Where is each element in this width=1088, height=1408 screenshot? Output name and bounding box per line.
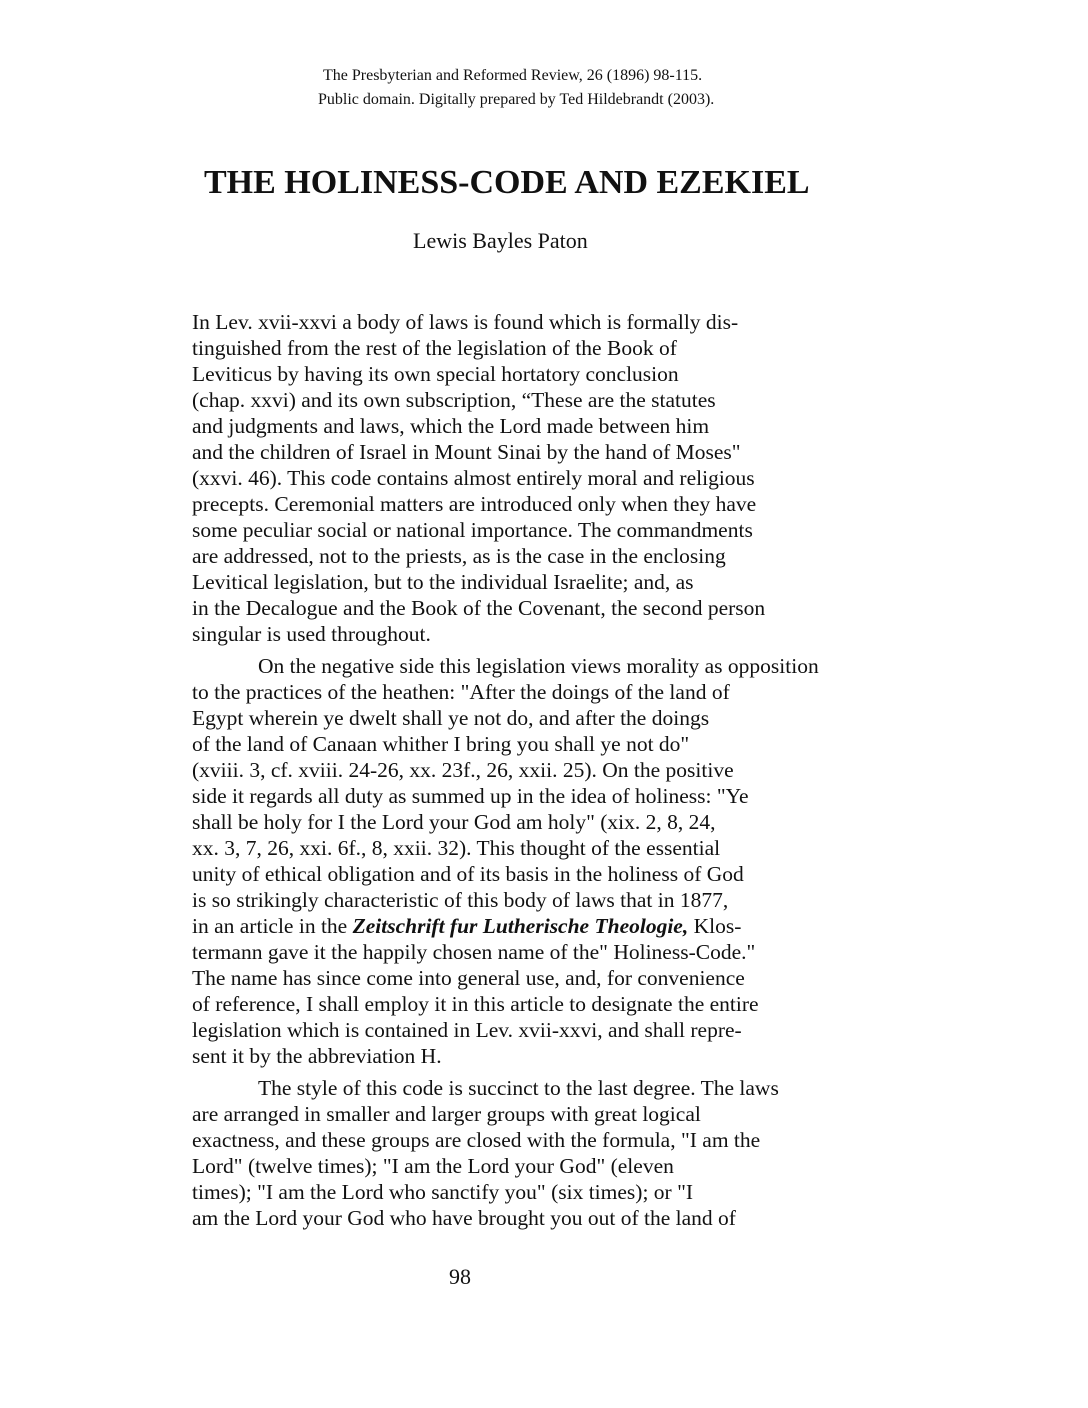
body-line: The name has since come into general use, and, for convenience: [192, 966, 745, 990]
body-line: times); "I am the Lord who sanctify you" (six times); or "I: [192, 1180, 694, 1204]
article-title: THE HOLINESS-CODE AND EZEKIEL: [204, 164, 810, 201]
body-line: xx. 3, 7, 26, xxi. 6f., 8, xxii. 32). This thought of the essential: [192, 836, 721, 860]
body-line: [192, 913, 741, 939]
body-line: Lord" (twelve times); "I am the Lord your God" (eleven: [192, 1154, 674, 1178]
body-line: tinguished from the rest of the legislation of the Book of: [192, 336, 677, 360]
body-line: am the Lord your God who have brought you out of the land of: [192, 1206, 736, 1230]
body-line: in the Decalogue and the Book of the Covenant, the second person: [192, 596, 766, 620]
body-line: The style of this code is succinct to the last degree. The laws: [258, 1076, 779, 1100]
body-line: and the children of Israel in Mount Sinai by the hand of Moses": [192, 440, 741, 464]
citation-line: The Presbyterian and Reformed Review, 26 (1896) 98-115.: [323, 67, 703, 84]
body-line: are arranged in smaller and larger groups with great logical: [192, 1102, 701, 1126]
body-line: are addressed, not to the priests, as is the case in the enclosing: [192, 544, 726, 568]
body-line: Egypt wherein ye dwelt shall ye not do, and after the doings: [192, 706, 710, 730]
body-line: some peculiar social or national importance. The commandments: [192, 518, 753, 542]
body-line-text: Klos-: [688, 914, 742, 938]
body-line: of the land of Canaan whither I bring you shall ye not do": [192, 732, 690, 756]
body-line-text: in an article in the: [192, 914, 353, 938]
body-line: sent it by the abbreviation H.: [192, 1044, 442, 1068]
body-line: of reference, I shall employ it in this article to designate the entire: [192, 992, 759, 1016]
body-line: (chap. xxvi) and its own subscription, “These are the statutes: [192, 388, 716, 412]
body-line: unity of ethical obligation and of its basis in the holiness of God: [192, 862, 744, 886]
body-line: Levitical legislation, but to the individual Israelite; and, as: [192, 570, 694, 594]
body-line: and judgments and laws, which the Lord made between him: [192, 414, 710, 438]
body-line: is so strikingly characteristic of this body of laws that in 1877,: [192, 888, 729, 912]
body-line: legislation which is contained in Lev. xvii-xxvi, and shall repre-: [192, 1018, 742, 1042]
credit-line: Public domain. Digitally prepared by Ted Hildebrandt (2003).: [318, 91, 715, 108]
body-line: (xviii. 3, cf. xviii. 24-26, xx. 23f., 26, xxii. 25). On the positive: [192, 758, 734, 782]
body-line: On the negative side this legislation views morality as opposition: [258, 654, 819, 678]
body-line: (xxvi. 46). This code contains almost entirely moral and religious: [192, 466, 755, 490]
page-number: 98: [449, 1264, 471, 1289]
journal-title: Zeitschrift fur Lutherische Theologie,: [352, 914, 689, 938]
body-line: precepts. Ceremonial matters are introduced only when they have: [192, 492, 757, 516]
body-line: side it regards all duty as summed up in the idea of holiness: "Ye: [192, 784, 749, 808]
body-line: In Lev. xvii-xxvi a body of laws is found which is formally dis-: [192, 310, 739, 334]
body-line: shall be holy for I the Lord your God am holy" (xix. 2, 8, 24,: [192, 810, 716, 834]
body-line: termann gave it the happily chosen name of the" Holiness-Code.": [192, 940, 756, 964]
body-line: to the practices of the heathen: "After the doings of the land of: [192, 680, 730, 704]
body-line: exactness, and these groups are closed with the formula, "I am the: [192, 1128, 761, 1152]
body-line: Leviticus by having its own special hortatory conclusion: [192, 362, 679, 386]
author-name: Lewis Bayles Paton: [413, 228, 588, 253]
body-line: singular is used throughout.: [192, 622, 431, 646]
